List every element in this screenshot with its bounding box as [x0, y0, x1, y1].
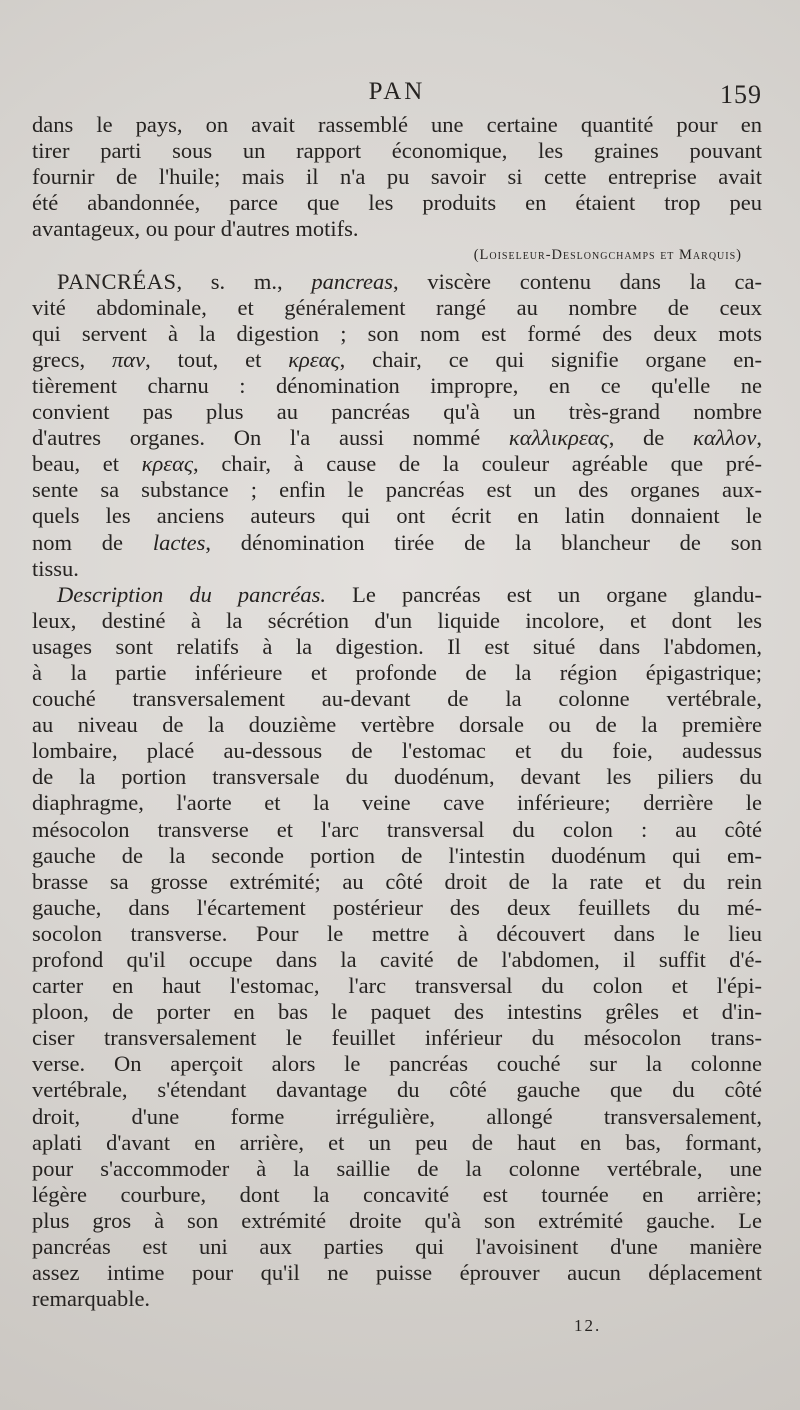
text-line: dans le pays, on avait rassemblé une certaine quantité pour en	[32, 112, 762, 137]
text-line: tissu.	[32, 555, 79, 581]
text-line: aplati d'avant en arrière, et un peu de haut en bas, formant,	[32, 1129, 762, 1155]
text-line	[32, 347, 762, 373]
text-line: vité abdominale, et généralement rangé au nombre de ceux	[32, 294, 762, 320]
text-line: qui servent à la digestion ; son nom est formé des deux mots	[32, 320, 762, 346]
text-fragment: viscère contenu dans la ca-	[427, 268, 762, 294]
text-line: tirer parti sous un rapport économique, les graines pouvant	[32, 138, 762, 164]
text-line: carter en haut l'estomac, l'arc transversal du colon et l'épi-	[32, 973, 762, 999]
text-fragment: nom de	[32, 529, 153, 555]
text-line: droit, d'une forme irrégulière, allongé transversalement,	[32, 1103, 762, 1129]
text-line: plus gros à son extrémité droite qu'à son extrémité gauche. Le	[32, 1207, 762, 1233]
text-line: tièrement charnu : dénomination impropre, en ce qu'elle ne	[32, 372, 762, 398]
running-head: PAN	[368, 78, 426, 105]
latin-word: lactes	[152, 529, 206, 555]
greek-word: κρεας	[141, 451, 194, 477]
text-fragment	[326, 582, 352, 607]
text-line: verse. On aperçoit alors le pancréas couché sur la colonne	[32, 1051, 762, 1077]
signature-mark: 12.	[574, 1316, 602, 1335]
text-line: sente sa substance ; enfin le pancréas est un des organes aux-	[32, 477, 762, 503]
text-fragment: Le pancréas est un organe glandu-	[352, 581, 763, 607]
text-line	[32, 530, 762, 556]
text-fragment: beau, et	[32, 451, 142, 477]
text-fragment: , de	[608, 425, 694, 451]
text-line: ploon, de porter en bas le paquet des intestins grêles et d'in-	[32, 999, 762, 1025]
page-header	[32, 78, 762, 112]
text-line: au niveau de la douzième vertèbre dorsale ou de la première	[32, 712, 762, 738]
text-fragment: , tout, et	[145, 346, 289, 372]
text-line: remarquable.	[32, 1286, 151, 1312]
page-number: 159	[720, 80, 762, 109]
text-line: de la portion transversale du duodénum, devant les piliers du	[32, 764, 762, 790]
text-line: gauche de la seconde portion de l'intestin duodénum qui em-	[32, 842, 762, 868]
text-line: été abandonnée, parce que les produits en étaient trop peu	[32, 190, 762, 216]
text-fragment: d'autres organes. On l'a aussi nommé	[32, 425, 509, 451]
text-line: fournir de l'huile; mais il n'a pu savoir si cette entreprise avait	[32, 164, 762, 190]
text-line: ciser transversalement le feuillet inférieur du mésocolon trans-	[32, 1025, 762, 1051]
text-line: vertébrale, s'étendant davantage du côté gauche que du côté	[32, 1077, 762, 1103]
text-line: couché transversalement au-devant de la colonne vertébrale,	[32, 686, 762, 712]
greek-word: καλλον	[693, 425, 757, 451]
headword-latin: pancreas	[311, 268, 393, 294]
text-line: mésocolon transverse et l'arc transversal du colon : au côté	[32, 816, 762, 842]
text-line	[32, 425, 762, 451]
text-line: leux, destiné à la sécrétion d'un liquide incolore, et dont les	[32, 607, 762, 633]
text-fragment: , chair, ce qui signifie organe en-	[339, 346, 762, 372]
text-line: gauche, dans l'écartement postérieur des deux feuillets du mé-	[32, 894, 762, 920]
page-body	[32, 112, 762, 1312]
text-fragment: , dénomination tirée de la blancheur de son	[205, 529, 762, 555]
author-signature: (Loiseleur-Deslongchamps et Marquis)	[473, 247, 742, 264]
text-line: assez intime pour qu'il ne puisse éprouver aucun déplacement	[32, 1260, 762, 1286]
text-line: usages sont relatifs à la digestion. Il est situé dans l'abdomen,	[32, 633, 762, 659]
text-line: pancréas est uni aux parties qui l'avoisinent d'une manière	[32, 1234, 762, 1260]
text-line: pour s'accommoder à la saillie de la colonne vertébrale, une	[32, 1155, 762, 1181]
text-line: légère courbure, dont la concavité est tournée en arrière;	[32, 1181, 762, 1207]
entry-headline	[32, 269, 762, 295]
greek-word: κρεας	[288, 346, 340, 372]
section-start-line	[32, 582, 762, 608]
text-line: quels les anciens auteurs qui ont écrit en latin donnaient le	[32, 503, 762, 529]
section-heading: Description du pancréas.	[57, 581, 327, 607]
text-fragment: grecs,	[32, 346, 112, 372]
text-line: socolon transverse. Pour le mettre à découvert dans le lieu	[32, 920, 762, 946]
greek-word: παν	[111, 346, 146, 372]
greek-word: καλλικρεας	[508, 425, 609, 451]
text-line: diaphragme, l'aorte et la veine cave inférieure; derrière le	[32, 790, 762, 816]
text-line: à la partie inférieure et profonde de la région épigastrique;	[32, 659, 762, 685]
headword-comma: ,	[392, 268, 428, 294]
headword-grammar: , s. m.,	[176, 268, 312, 294]
text-line	[32, 451, 762, 477]
text-line: profond qu'il occupe dans la cavité de l'abdomen, il suffit d'é-	[32, 947, 762, 972]
text-line: lombaire, placé au-dessous de l'estomac et du foie, audessus	[32, 738, 762, 764]
text-line: convient pas plus au pancréas qu'à un très-grand nombre	[32, 399, 762, 425]
text-fragment: , chair, à cause de la couleur agréable que pré-	[193, 451, 762, 477]
text-fragment: ,	[756, 425, 762, 451]
text-line: brasse sa grosse extrémité; au côté droit de la rate et du rein	[32, 868, 762, 894]
text-line: avantageux, ou pour d'autres motifs.	[32, 216, 359, 242]
headword: PANCRÉAS	[57, 268, 177, 294]
